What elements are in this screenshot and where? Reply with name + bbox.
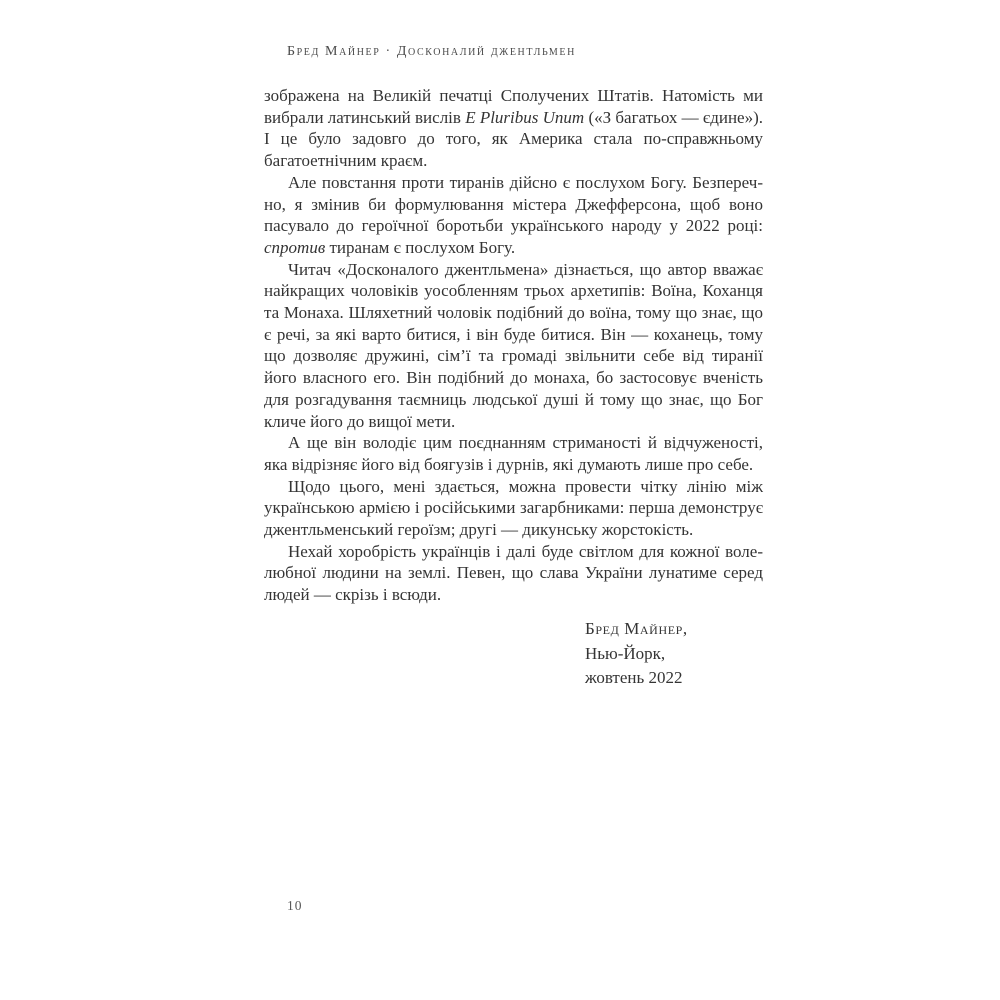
- paragraph: [264, 476, 763, 541]
- paragraph: [264, 172, 763, 259]
- signature-block: [585, 617, 688, 691]
- text-run: Щодо цього, мені здається, можна провести чітку лінію між українською армією і російськими загарбниками: перша демонструє джентльменський героїзм; другі — дикунську жорстокість.: [264, 476, 763, 540]
- text-run: А ще він володіє цим поєднанням стриманості й відчуженості, яка відрізняє його від боягузів і дурнів, які думають лише про себе.: [264, 433, 763, 474]
- text-run: зображена на Великій печатці Сполучених Штатів. Натомість ми вибрали латинський вислів: [264, 86, 763, 127]
- paragraph: [264, 541, 763, 606]
- running-head: Бред Майнер · Досконалий джентльмен: [287, 44, 576, 59]
- page-number: 10: [287, 898, 303, 913]
- text-run: Читач «Досконалого джентльмена» дізнається, що автор вважає найкращих чоловіків уособленням трьох архетипів: Воїна, Коханця та Монаха. Шляхетний чоловік подібний до воїна, тому що знає, що є речі, за які варто битися, і він буде битися. Він — коханець, тому що дозволяє дружині, сім’ї та громаді звільнити себе від тиранії його власного его. Він подібний до монаха, бо застосовує вченість для розгадування таємниць людської душі й тому що знає, що Бог кличе його до вищої мети.: [264, 259, 763, 431]
- signature-date: жовтень 2022: [585, 668, 683, 687]
- italic-text-run: спротив: [264, 237, 326, 257]
- text-run: тиранам є послухом Богу.: [325, 237, 516, 257]
- body-text: [264, 85, 763, 606]
- signature-author: Бред Майнер,: [585, 619, 688, 638]
- paragraph: [264, 85, 763, 172]
- paragraph: [264, 432, 763, 475]
- text-run: Нехай хоробрість українців і далі буде світлом для кожної волелюбної людини на землі. Певен, що слава України лунатиме серед людей — скрізь і всюди.: [264, 541, 763, 605]
- signature-city: Нью-Йорк,: [585, 643, 666, 663]
- paragraph: [264, 259, 763, 433]
- italic-text-run: E Pluribus Unum: [465, 107, 585, 127]
- text-run: Але повстання проти тиранів дійсно є послухом Богу. Безперечно, я змінив би формулювання містера Джефферсона, щоб воно пасувало до героїчної боротьби українського народу у 2022 році:: [264, 172, 763, 236]
- text-run: («З багатьох — єдине»). І це було задовго до того, як Америка стала по-справжньому багатоетнічним краєм.: [264, 107, 764, 171]
